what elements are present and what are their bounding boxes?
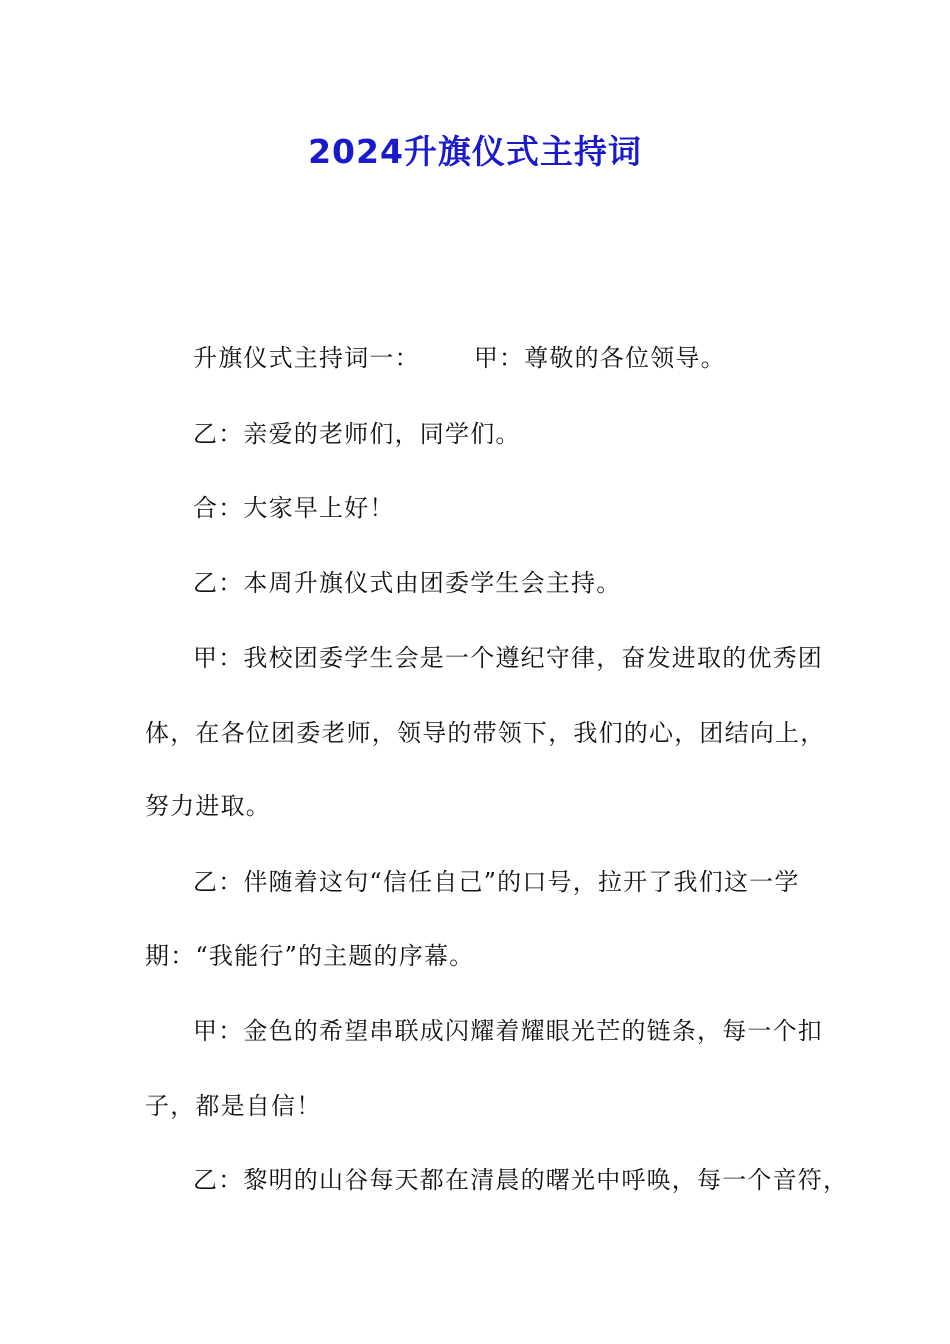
section-heading: 升旗仪式主持词一： (193, 344, 420, 372)
body-line-7: 努力进取。 (145, 792, 271, 820)
body-line-11: 子，都是自信！ (145, 1092, 322, 1120)
body-line-8: 乙：伴随着这句“信任自己”的口号，拉开了我们这一学 (193, 868, 800, 896)
body-line-6: 体，在各位团委老师，领导的带领下，我们的心，团结向上， (145, 719, 826, 747)
body-line-9: 期：“我能行”的主题的序幕。 (145, 942, 475, 970)
body-line-2: 乙：亲爱的老师们，同学们。 (193, 420, 521, 448)
document-title: 2024升旗仪式主持词 (308, 132, 642, 171)
body-line-5: 甲：我校团委学生会是一个遵纪守律，奋发进取的优秀团 (193, 644, 823, 672)
body-line-12: 乙：黎明的山谷每天都在清晨的曙光中呼唤，每一个音符， (193, 1166, 849, 1194)
body-line-1 (193, 338, 825, 378)
body-line-3: 合：大家早上好！ (193, 494, 395, 522)
body-line-4: 乙：本周升旗仪式由团委学生会主持。 (193, 569, 622, 597)
body-line-10: 甲：金色的希望串联成闪耀着耀眼光芒的链条，每一个扣 (193, 1017, 823, 1045)
section-first-line: 甲：尊敬的各位领导。 (473, 344, 726, 372)
